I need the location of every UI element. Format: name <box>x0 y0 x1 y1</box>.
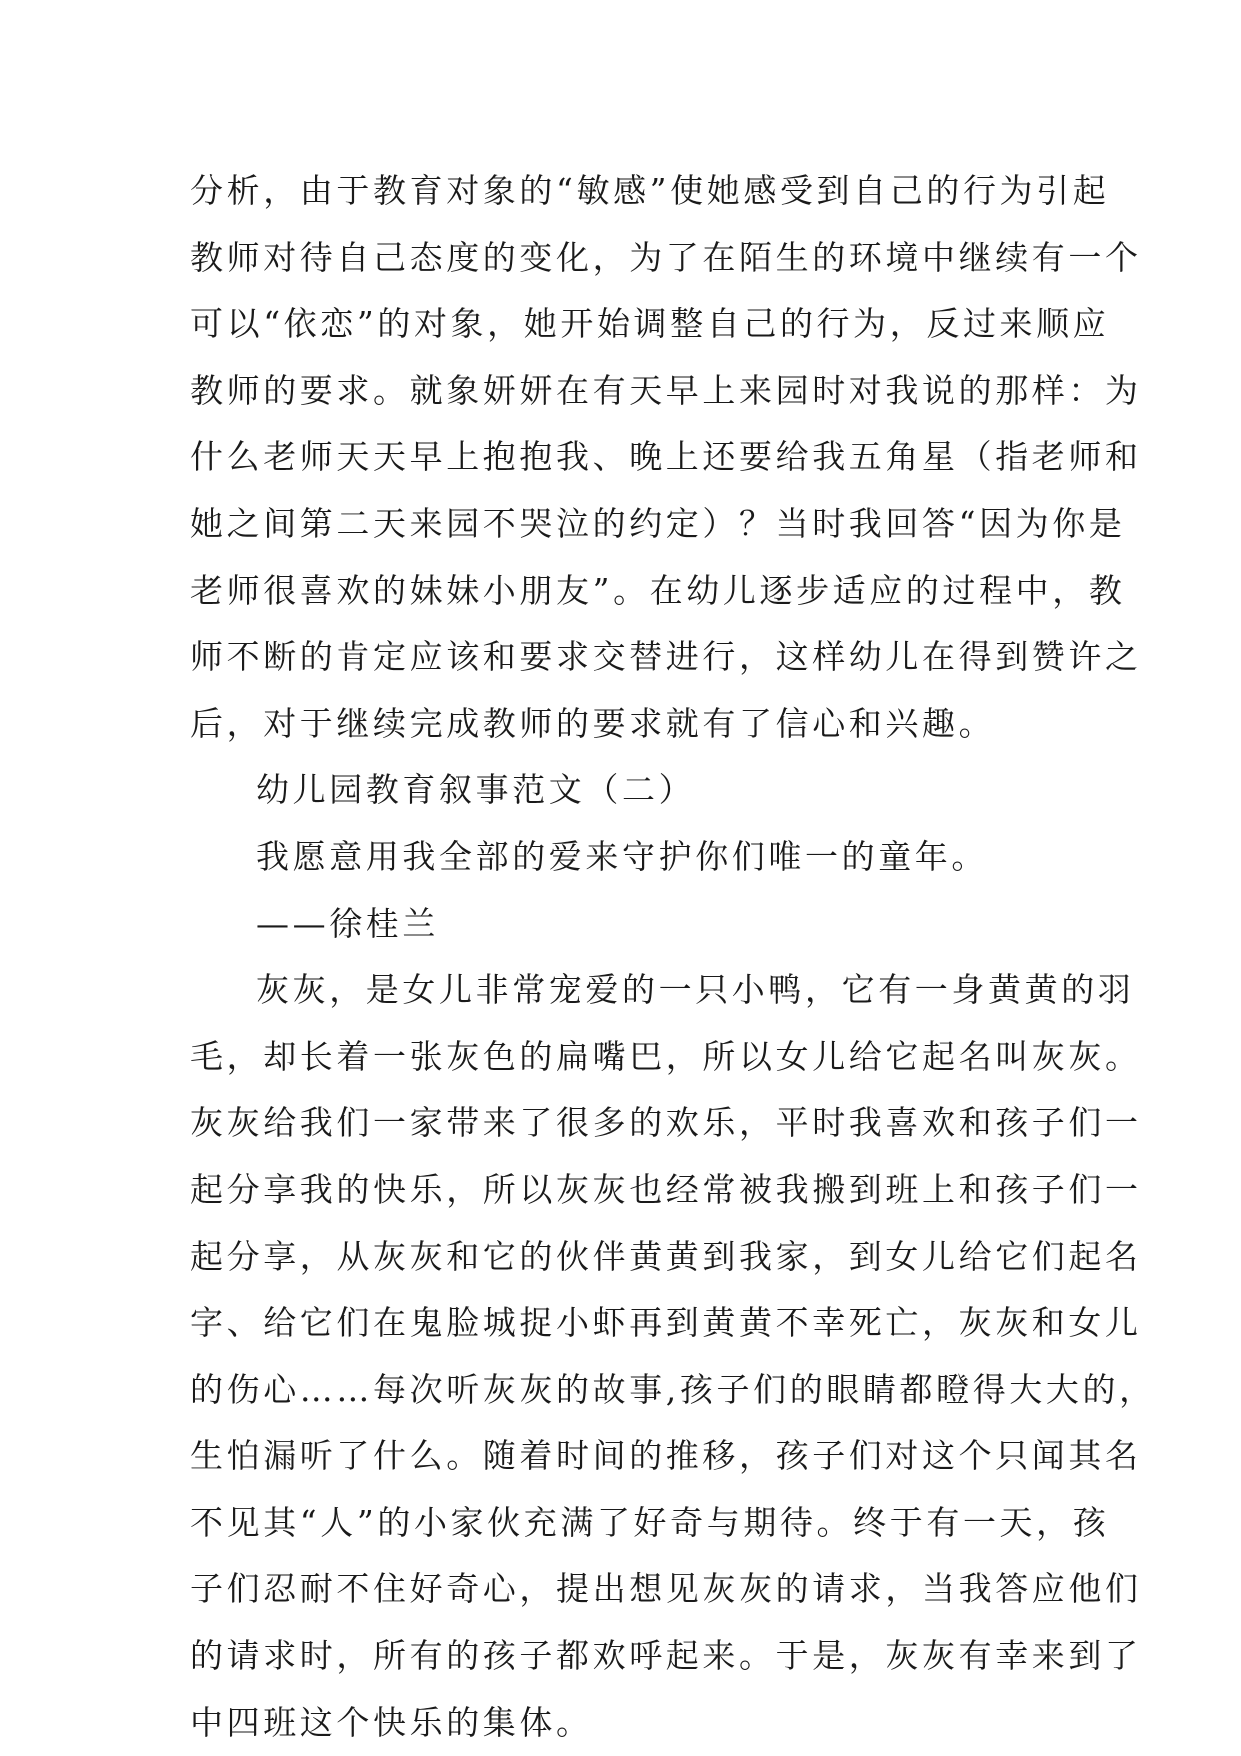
text-line: ——徐桂兰 <box>256 903 439 943</box>
text-line: 我愿意用我全部的爱来守护你们唯一的童年。 <box>256 836 988 876</box>
text-line: 字、给它们在鬼脸城捉小虾再到黄黄不幸死亡，灰灰和女儿 <box>190 1303 1142 1343</box>
text-line: 教师的要求。就象妍妍在有天早上来园时对我说的那样：为 <box>190 370 1142 410</box>
text-line: 的请求时，所有的孩子都欢呼起来。于是，灰灰有幸来到了 <box>190 1636 1142 1676</box>
text-line: 生怕漏听了什么。随着时间的推移，孩子们对这个只闻其名 <box>190 1436 1142 1476</box>
text-line: 毛，却长着一张灰色的扁嘴巴，所以女儿给它起名叫灰灰。 <box>190 1036 1142 1076</box>
text-line: 的伤心……每次听灰灰的故事,孩子们的眼睛都瞪得大大的， <box>190 1369 1156 1409</box>
text-line: 子们忍耐不住好奇心，提出想见灰灰的请求，当我答应他们 <box>190 1569 1142 1609</box>
text-line: 教师对待自己态度的变化，为了在陌生的环境中继续有一个 <box>190 237 1142 277</box>
text-line: 灰灰给我们一家带来了很多的欢乐，平时我喜欢和孩子们一 <box>190 1103 1142 1143</box>
text-line: 起分享我的快乐，所以灰灰也经常被我搬到班上和孩子们一 <box>190 1169 1142 1209</box>
text-line: 中四班这个快乐的集体。 <box>190 1702 593 1742</box>
text-line: 老师很喜欢的妹妹小朋友”。在幼儿逐步适应的过程中，教 <box>190 570 1126 610</box>
text-line: 后，对于继续完成教师的要求就有了信心和兴趣。 <box>190 703 996 743</box>
text-line: 可以“依恋”的对象，她开始调整自己的行为，反过来顺应 <box>190 304 1110 344</box>
text-line: 灰灰，是女儿非常宠爱的一只小鸭，它有一身黄黄的羽 <box>256 970 1135 1010</box>
text-line: 分析，由于教育对象的“敏感”使她感受到自己的行为引起 <box>190 171 1110 210</box>
document-body <box>190 158 1156 1756</box>
text-line: 她之间第二天来园不哭泣的约定）？当时我回答“因为你是 <box>190 503 1126 543</box>
text-line: 不见其“人”的小家伙充满了好奇与期待。终于有一天，孩 <box>190 1502 1110 1542</box>
text-line: 幼儿园教育叙事范文（二） <box>256 770 696 810</box>
text-line: 起分享，从灰灰和它的伙伴黄黄到我家，到女儿给它们起名 <box>190 1236 1142 1276</box>
text-line: 什么老师天天早上抱抱我、晚上还要给我五角星（指老师和 <box>190 437 1142 477</box>
text-line: 师不断的肯定应该和要求交替进行，这样幼儿在得到赞许之 <box>190 637 1142 677</box>
